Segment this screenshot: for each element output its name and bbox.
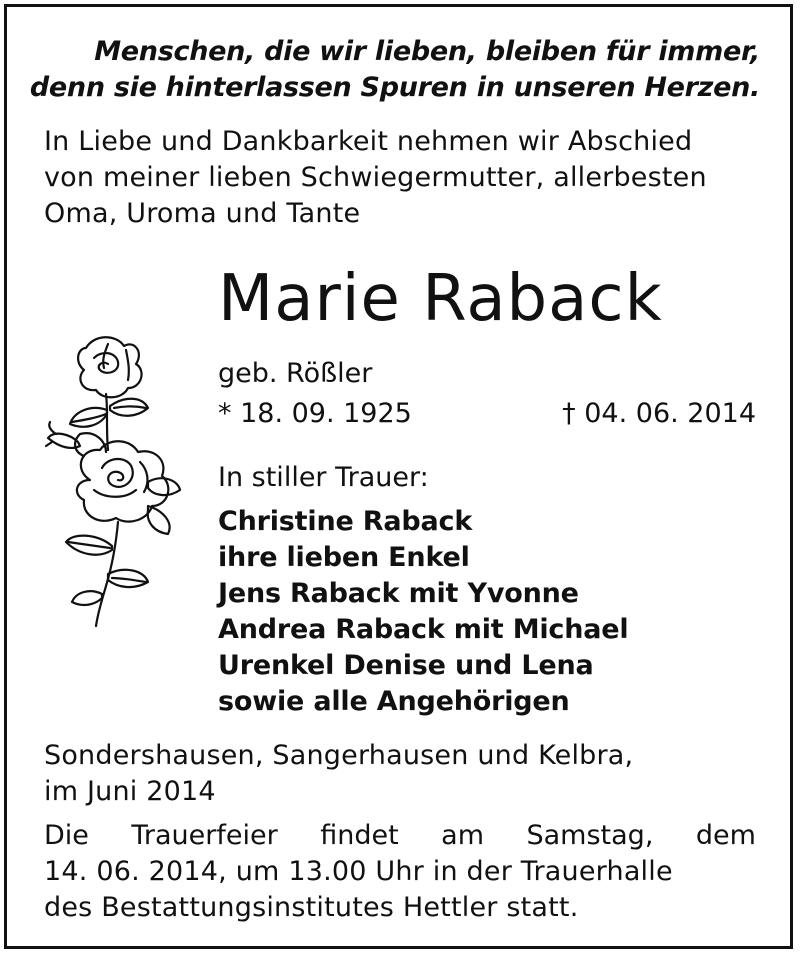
death-date: † 04. 06. 2014 <box>562 398 756 429</box>
birth-date: * 18. 09. 1925 <box>218 398 412 429</box>
rose-icon <box>44 330 184 630</box>
place-line-2: im Juni 2014 <box>44 776 216 807</box>
mourner-name: sowie alle Angehörigen <box>218 686 570 717</box>
mourners-heading: In stiller Trauer: <box>218 462 429 493</box>
mourner-name: Christine Raback <box>218 506 473 537</box>
mourner-name: ihre lieben Enkel <box>218 542 470 573</box>
funeral-word: am <box>441 820 485 851</box>
deceased-name: Marie Raback <box>218 262 663 336</box>
funeral-word: Trauerfeier <box>131 820 278 851</box>
funeral-word: findet <box>320 820 399 851</box>
mourner-name: Urenkel Denise und Lena <box>218 650 594 681</box>
maiden-name: geb. Rößler <box>218 358 373 389</box>
intro-line-1: In Liebe und Dankbarkeit nehmen wir Abschied <box>44 126 693 157</box>
funeral-line-3: des Bestattungsinstitutes Hettler statt. <box>44 892 579 923</box>
intro-line-2: von meiner lieben Schwiegermutter, allerbesten <box>44 162 707 193</box>
mourner-name: Jens Raback mit Yvonne <box>218 578 579 609</box>
motto-line-2: denn sie hinterlassen Spuren in unseren Herzen. <box>29 72 760 103</box>
place-line-1: Sondershausen, Sangerhausen und Kelbra, <box>44 740 634 771</box>
motto-line-1: Menschen, die wir lieben, bleiben für immer, <box>94 36 760 67</box>
funeral-line-1 <box>44 820 756 851</box>
funeral-word: dem <box>695 820 756 851</box>
funeral-line-2: 14. 06. 2014, um 13.00 Uhr in der Trauerhalle <box>44 856 673 887</box>
intro-line-3: Oma, Uroma und Tante <box>44 198 361 229</box>
mourner-name: Andrea Raback mit Michael <box>218 614 629 645</box>
funeral-word: Samstag, <box>526 820 654 851</box>
funeral-word: Die <box>44 820 89 851</box>
